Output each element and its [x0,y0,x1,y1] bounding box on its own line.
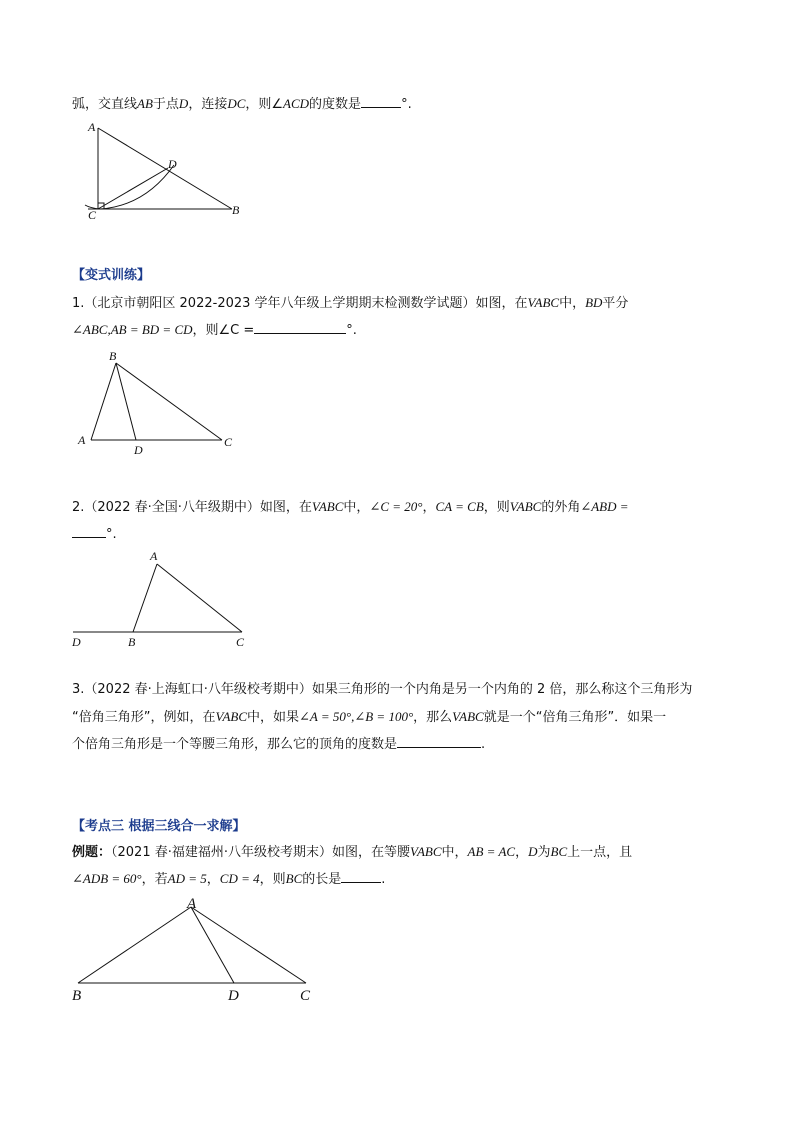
label-C: C [224,435,233,449]
text: 中， [343,500,370,515]
text: （北京市朝阳区 2022-2023 学年八年级上学期期末检测数学试题）如图，在 [84,296,528,311]
label-B: B [232,203,240,217]
math-var: D [178,96,189,111]
text: 中， [441,845,468,860]
label-C: C [88,208,97,222]
math-var: VABC [527,295,560,310]
segment-AB [78,907,191,983]
label-B: B [72,988,82,1004]
math-expr: AB = AC [467,844,516,859]
math-var: BC [285,871,303,886]
math-var: VABC [215,709,248,724]
q3-line2 [72,708,666,727]
text: °. [346,323,357,338]
math-expr: AD = 5 [167,871,207,886]
text: °. [401,97,412,112]
text: 个倍角三角形是一个等腰三角形，那么它的顶角的度数是 [72,737,398,752]
segment-AD [191,907,234,983]
segment-AB [133,564,157,632]
text: ，则∠ [245,97,284,112]
q2-line2 [72,525,117,544]
text: （2022 春·上海虹口·八年级校考期中）如果三角形的一个内角是另一个内角的 2 倍，那么称这个三角形为 [84,682,693,697]
q1-line2 [72,321,357,340]
q3-line1 [72,681,692,699]
segment-AC [191,907,306,983]
text: “倍角三角形”，例如，在 [72,710,216,725]
answer-blank [361,95,401,108]
text: ，则 [259,872,286,887]
text: 就是一个“倍角三角形”．如果一 [483,710,667,725]
math-var: VABC [509,499,542,514]
label-D: D [168,157,177,171]
math-var: ACD [283,96,310,111]
label-B: B [109,349,117,363]
figure-3 [70,548,255,653]
math-var: BC [550,844,568,859]
answer-blank [254,321,346,334]
example-line1 [72,843,632,862]
segment-AB [91,363,116,440]
question-number: 3. [72,682,85,697]
answer-blank [341,870,381,883]
label-A: A [88,120,96,134]
segment-BD [116,363,136,440]
intro-line [72,95,412,114]
text: ，则∠C = [192,323,255,338]
label-A: A [187,896,197,912]
math-var: DC [227,96,246,111]
text: °. [106,527,117,542]
math-var: VABC [452,709,484,724]
text: （2021 春·福建福州·八年级校考期末）如图，在等腰 [111,845,410,860]
label-D: D [72,635,81,649]
segment-DC [98,168,168,209]
text: 于点 [152,97,179,112]
text: ，连接 [188,97,228,112]
text: 中， [559,296,586,311]
text: 弧，交直线 [72,97,138,112]
text: 为 [537,845,551,860]
figure-2 [74,348,244,460]
text: ，那么 [413,710,453,725]
answer-blank [72,525,106,538]
math-var: AB [137,96,153,111]
math-var: VABC [311,499,344,514]
math-expr: ∠ADB = 60° [72,871,142,886]
segment-BC [116,363,222,440]
math-expr: ∠ABD = [580,499,629,514]
figure-4 [66,893,326,1008]
q1-line1 [72,294,628,313]
math-var: BD [585,295,603,310]
text: 平分 [602,296,629,311]
example-label: 例题： [72,845,112,860]
text: . [381,872,386,887]
math-var: D [528,844,538,859]
example-line2 [72,870,385,889]
label-C: C [300,988,311,1004]
text: ， [422,500,436,515]
label-A: A [78,433,86,447]
text: ，若 [141,872,168,887]
label-B: B [128,635,136,649]
q2-line1 [72,498,629,517]
section-heading-3: 【考点三 根据三线合一求解】 [72,819,246,834]
math-var: VABC [410,844,442,859]
text: 中，如果 [247,710,300,725]
label-C: C [236,635,245,649]
section-heading-practice: 【变式训练】 [72,268,151,283]
text: 上一点，且 [567,845,633,860]
text: 的外角 [541,500,581,515]
math-expr: CD = 4 [219,871,260,886]
answer-blank [397,735,481,748]
label-A: A [150,549,158,563]
math-expr: CA = CB [435,499,484,514]
text: ， [206,872,220,887]
question-number: 2. [72,500,85,515]
text: ， [515,845,529,860]
q3-line3 [72,735,485,754]
text: （2022 春·全国·八年级期中）如图，在 [84,500,312,515]
text: 的度数是 [309,97,362,112]
math-expr: ∠ABC,AB = BD = CD [72,322,193,337]
label-D: D [134,443,143,457]
figure-1 [80,118,250,223]
label-D: D [228,988,239,1004]
math-expr: ∠A = 50°,∠B = 100° [299,709,414,724]
text: . [481,737,486,752]
text: ，则 [483,500,510,515]
segment-AC [157,564,242,632]
math-expr: ∠C = 20° [369,499,423,514]
question-number: 1. [72,296,85,311]
text: 的长是 [302,872,342,887]
